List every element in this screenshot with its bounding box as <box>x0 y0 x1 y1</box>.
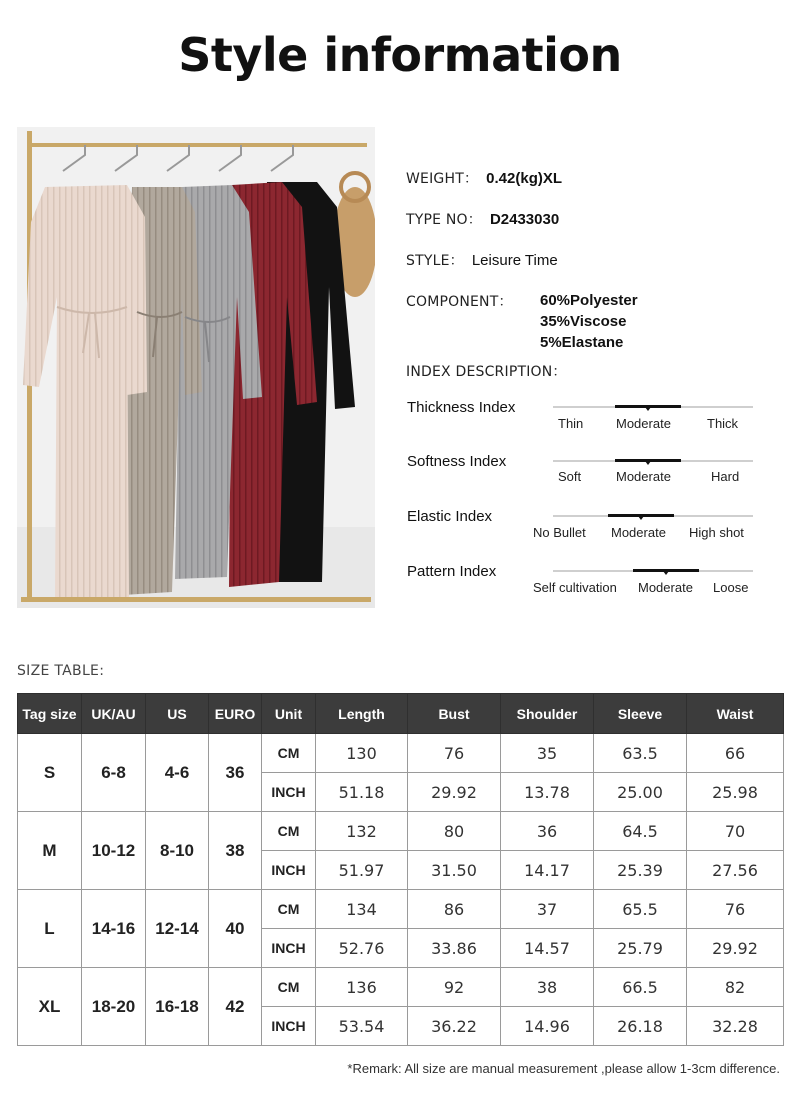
waist-cell: 70 <box>687 812 784 851</box>
component-label: COMPONENT： <box>406 294 513 310</box>
us-cell: 12-14 <box>146 890 209 968</box>
page-title: Style information <box>178 28 622 82</box>
uk-au-cell: 14-16 <box>82 890 146 968</box>
waist-cell: 66 <box>687 734 784 773</box>
shoulder-cell: 36 <box>501 812 594 851</box>
weight-value: 0.42(kg)XL <box>486 170 563 187</box>
header-length: Length <box>316 694 408 734</box>
waist-cell: 76 <box>687 890 784 929</box>
pattern-index-title: Pattern Index <box>407 563 497 580</box>
shoulder-cell: 38 <box>501 968 594 1007</box>
sleeve-cell: 25.79 <box>594 929 687 968</box>
header-bust: Bust <box>408 694 501 734</box>
component-row <box>406 291 513 311</box>
us-cell: 16-18 <box>146 968 209 1046</box>
sleeve-cell: 25.39 <box>594 851 687 890</box>
waist-cell: 82 <box>687 968 784 1007</box>
header-sleeve: Sleeve <box>594 694 687 734</box>
component-value: 5%Elastane <box>540 334 624 351</box>
remark-note: *Remark: All size are manual measurement ,please allow 1-3cm difference. <box>347 1061 780 1076</box>
header-euro: EURO <box>209 694 262 734</box>
table-row <box>18 890 784 929</box>
index-label: Moderate <box>616 469 671 484</box>
thickness-index-title: Thickness Index <box>407 399 516 416</box>
sleeve-cell: 63.5 <box>594 734 687 773</box>
unit-cell: CM <box>262 734 316 773</box>
waist-cell: 29.92 <box>687 929 784 968</box>
length-cell: 51.97 <box>316 851 408 890</box>
header-uk-au: UK/AU <box>82 694 146 734</box>
euro-cell: 40 <box>209 890 262 968</box>
header-us: US <box>146 694 209 734</box>
thickness-index-track <box>553 406 753 408</box>
index-label: Moderate <box>611 525 666 540</box>
component-value: 60%Polyester <box>540 292 638 309</box>
header-shoulder: Shoulder <box>501 694 594 734</box>
uk-au-cell: 10-12 <box>82 812 146 890</box>
type-label: TYPE NO： <box>406 212 482 228</box>
tag-size-cell: M <box>18 812 82 890</box>
sleeve-cell: 65.5 <box>594 890 687 929</box>
softness-index-title: Softness Index <box>407 453 507 470</box>
table-row <box>18 812 784 851</box>
shoulder-cell: 14.57 <box>501 929 594 968</box>
style-label: STYLE： <box>406 253 464 269</box>
shoulder-cell: 13.78 <box>501 773 594 812</box>
length-cell: 134 <box>316 890 408 929</box>
weight-row <box>406 168 562 188</box>
index-label: Moderate <box>616 416 671 431</box>
index-label: No Bullet <box>533 525 586 540</box>
index-label: High shot <box>689 525 744 540</box>
size-table-header-row <box>18 694 784 734</box>
softness-index-marker <box>615 459 681 462</box>
length-cell: 52.76 <box>316 929 408 968</box>
tag-size-cell: XL <box>18 968 82 1046</box>
type-value: D2433030 <box>489 211 560 228</box>
length-cell: 136 <box>316 968 408 1007</box>
index-description-row <box>406 361 567 381</box>
index-label: Loose <box>713 580 749 595</box>
bust-cell: 92 <box>408 968 501 1007</box>
tag-size-cell: S <box>18 734 82 812</box>
type-row <box>406 209 559 229</box>
length-cell: 132 <box>316 812 408 851</box>
euro-cell: 42 <box>209 968 262 1046</box>
index-label: Soft <box>558 469 582 484</box>
sleeve-cell: 26.18 <box>594 1007 687 1046</box>
unit-cell: INCH <box>262 1007 316 1046</box>
product-photo <box>17 127 375 608</box>
elastic-index-title: Elastic Index <box>407 508 493 525</box>
header-waist: Waist <box>687 694 784 734</box>
index-label: Hard <box>711 469 740 484</box>
us-cell: 8-10 <box>146 812 209 890</box>
us-cell: 4-6 <box>146 734 209 812</box>
euro-cell: 36 <box>209 734 262 812</box>
tag-size-cell: L <box>18 890 82 968</box>
header-tag-size: Tag size <box>18 694 82 734</box>
unit-cell: INCH <box>262 851 316 890</box>
elastic-index-track <box>553 515 753 517</box>
unit-cell: CM <box>262 968 316 1007</box>
index-label: Moderate <box>638 580 693 595</box>
sleeve-cell: 25.00 <box>594 773 687 812</box>
shoulder-cell: 37 <box>501 890 594 929</box>
bust-cell: 33.86 <box>408 929 501 968</box>
unit-cell: CM <box>262 890 316 929</box>
component-values <box>540 290 638 353</box>
bust-cell: 36.22 <box>408 1007 501 1046</box>
size-table-label: SIZE TABLE: <box>17 663 105 679</box>
unit-cell: CM <box>262 812 316 851</box>
size-table <box>17 693 784 1046</box>
shoulder-cell: 14.17 <box>501 851 594 890</box>
unit-cell: INCH <box>262 773 316 812</box>
index-label: Self cultivation <box>533 580 617 595</box>
bust-cell: 80 <box>408 812 501 851</box>
index-description-label: INDEX DESCRIPTION： <box>406 364 567 380</box>
header-unit: Unit <box>262 694 316 734</box>
sleeve-cell: 66.5 <box>594 968 687 1007</box>
sleeve-cell: 64.5 <box>594 812 687 851</box>
waist-cell: 25.98 <box>687 773 784 812</box>
bust-cell: 76 <box>408 734 501 773</box>
component-value: 35%Viscose <box>540 313 627 330</box>
pattern-index-track <box>553 570 753 572</box>
index-label: Thin <box>558 416 584 431</box>
length-cell: 130 <box>316 734 408 773</box>
thickness-index-marker <box>615 405 681 408</box>
euro-cell: 38 <box>209 812 262 890</box>
bust-cell: 31.50 <box>408 851 501 890</box>
waist-cell: 27.56 <box>687 851 784 890</box>
uk-au-cell: 6-8 <box>82 734 146 812</box>
shoulder-cell: 14.96 <box>501 1007 594 1046</box>
unit-cell: INCH <box>262 929 316 968</box>
index-label: Thick <box>707 416 739 431</box>
weight-label: WEIGHT： <box>406 171 479 187</box>
length-cell: 51.18 <box>316 773 408 812</box>
length-cell: 53.54 <box>316 1007 408 1046</box>
style-value: Leisure Time <box>471 252 558 269</box>
pattern-index-marker <box>633 569 699 572</box>
waist-cell: 32.28 <box>687 1007 784 1046</box>
uk-au-cell: 18-20 <box>82 968 146 1046</box>
table-row <box>18 968 784 1007</box>
shoulder-cell: 35 <box>501 734 594 773</box>
bust-cell: 29.92 <box>408 773 501 812</box>
elastic-index-marker <box>608 514 674 517</box>
bust-cell: 86 <box>408 890 501 929</box>
style-row <box>406 250 558 270</box>
table-row <box>18 734 784 773</box>
softness-index-track <box>553 460 753 462</box>
